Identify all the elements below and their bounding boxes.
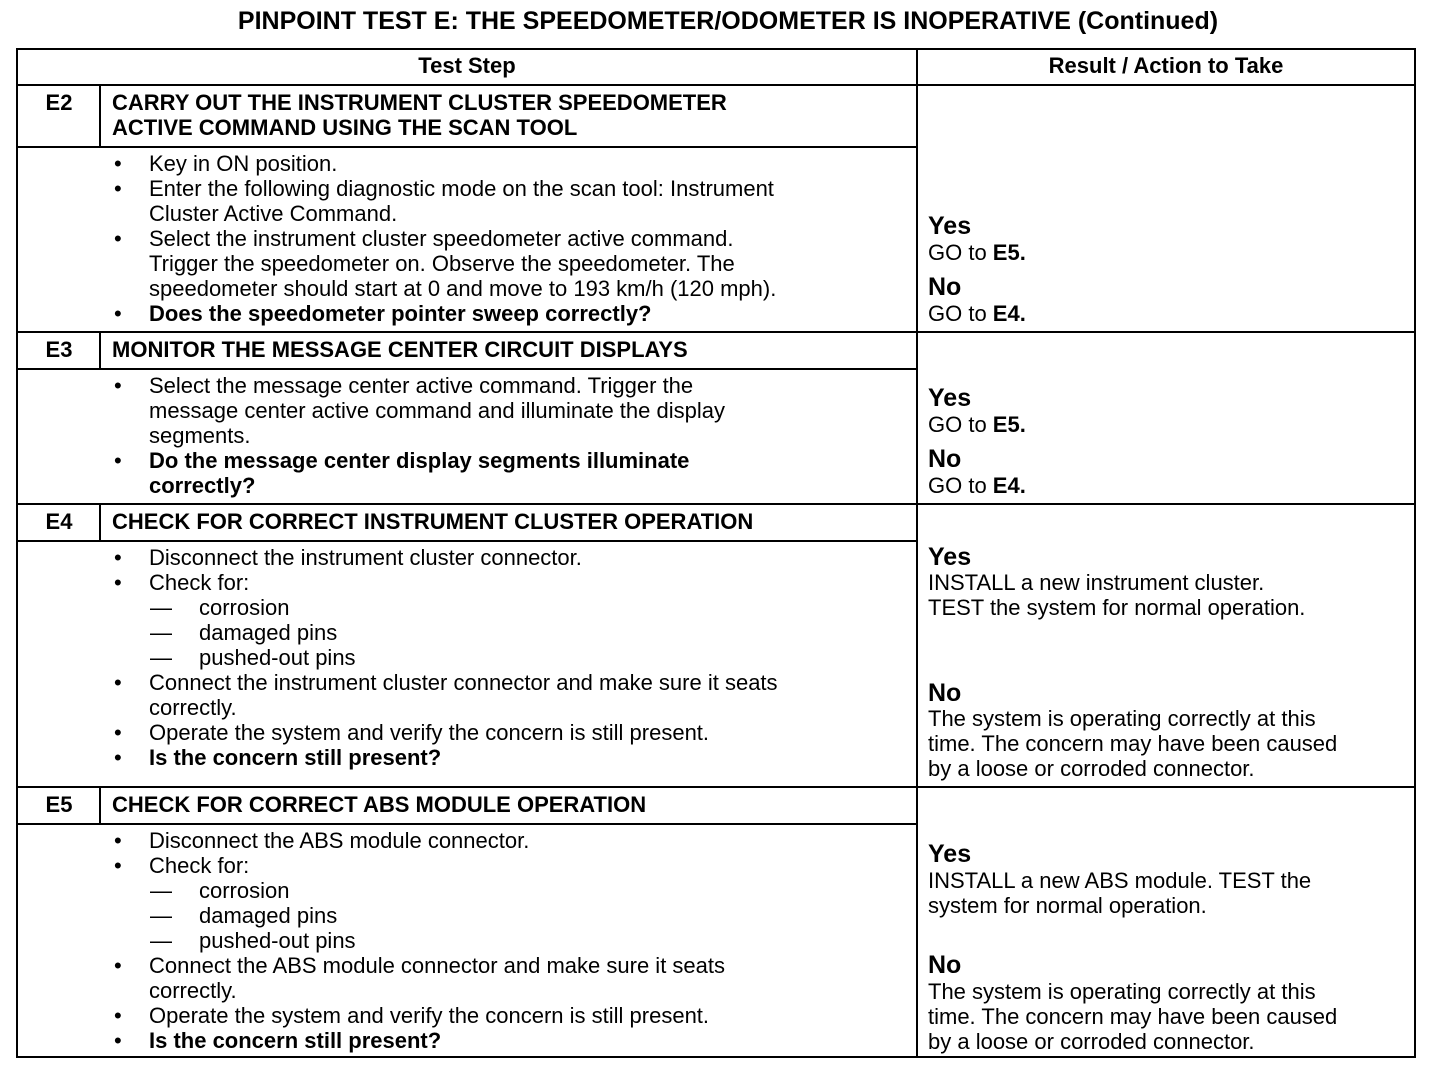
step-title: CHECK FOR CORRECT ABS MODULE OPERATION [112, 792, 647, 817]
step-title: CHECK FOR CORRECT INSTRUMENT CLUSTER OPERATION [112, 509, 754, 534]
no-action: The system is operating correctly at this [928, 979, 1316, 1004]
instruction-line: Operate the system and verify the concern is still present. [149, 720, 710, 745]
checklist-item: corrosion [199, 595, 290, 620]
instruction-line: correctly. [149, 695, 237, 720]
instruction-line: Select the message center active command. Trigger the [149, 373, 694, 398]
instruction-line: message center active command and illuminate the display [149, 398, 725, 423]
no-action: time. The concern may have been caused [928, 1004, 1338, 1029]
instruction-line: Select the instrument cluster speedometer active command. [149, 226, 734, 251]
dash-icon: — [150, 878, 172, 903]
bullet-icon: • [114, 828, 122, 853]
instruction-line: segments. [149, 423, 251, 448]
instruction-line: Disconnect the instrument cluster connector. [149, 545, 582, 570]
bullet-icon: • [114, 226, 122, 251]
instruction-line: Disconnect the ABS module connector. [149, 828, 530, 853]
no-action: by a loose or corroded connector. [928, 756, 1255, 781]
yes-action: system for normal operation. [928, 893, 1207, 918]
no-label: No [928, 445, 962, 473]
checklist-item: pushed-out pins [199, 645, 356, 670]
bullet-icon: • [114, 720, 122, 745]
dash-icon: — [150, 620, 172, 645]
step-id: E5 [45, 792, 73, 817]
question-line: correctly? [149, 473, 256, 498]
step-title: CARRY OUT THE INSTRUMENT CLUSTER SPEEDOMETER ACTIVE COMMAND USING THE SCAN TOOL [112, 90, 727, 140]
bullet-icon: • [114, 176, 122, 201]
bullet-icon: • [114, 151, 122, 176]
instruction-line: Connect the ABS module connector and make sure it seats [149, 953, 725, 978]
bullet-icon: • [114, 1003, 122, 1028]
dash-icon: — [150, 928, 172, 953]
question-line: Does the speedometer pointer sweep correctly? [149, 301, 652, 326]
column-divider [916, 48, 918, 1058]
instruction-line: Connect the instrument cluster connector and make sure it seats [149, 670, 778, 695]
checklist-item: pushed-out pins [199, 928, 356, 953]
bullet-icon: • [114, 853, 122, 878]
step-title: MONITOR THE MESSAGE CENTER CIRCUIT DISPLAYS [112, 337, 688, 362]
bullet-icon: • [114, 570, 122, 595]
yes-label: Yes [928, 212, 972, 240]
no-action: by a loose or corroded connector. [928, 1029, 1255, 1054]
no-action: The system is operating correctly at this [928, 706, 1316, 731]
no-action: GO to E4. [928, 301, 1026, 326]
instruction-line: Key in ON position. [149, 151, 338, 176]
no-label: No [928, 679, 962, 707]
bullet-icon: • [114, 301, 122, 326]
step-title-divider [16, 540, 918, 542]
bullet-icon: • [114, 448, 122, 473]
bullet-icon: • [114, 1028, 122, 1053]
no-label: No [928, 273, 962, 301]
bullet-icon: • [114, 545, 122, 570]
checklist-item: corrosion [199, 878, 290, 903]
yes-action: GO to E5. [928, 412, 1026, 437]
dash-icon: — [150, 645, 172, 670]
bullet-icon: • [114, 373, 122, 398]
yes-label: Yes [928, 384, 972, 412]
no-action: time. The concern may have been caused [928, 731, 1338, 756]
result-header: Result / Action to Take [1048, 53, 1284, 78]
instruction-line: Check for: [149, 570, 250, 595]
step-divider [16, 786, 1416, 788]
test-step-header: Test Step [418, 53, 516, 78]
step-title-divider [16, 823, 918, 825]
bullet-icon: • [114, 670, 122, 695]
instruction-line: speedometer should start at 0 and move to 193 km/h (120 mph). [149, 276, 777, 301]
instruction-line: correctly. [149, 978, 237, 1003]
step-divider [16, 331, 1416, 333]
header-divider [16, 84, 1416, 86]
yes-action: TEST the system for normal operation. [928, 595, 1306, 620]
dash-icon: — [150, 595, 172, 620]
checklist-item: damaged pins [199, 620, 338, 645]
step-title-divider [16, 146, 918, 148]
instruction-line: Enter the following diagnostic mode on the scan tool: Instrument [149, 176, 774, 201]
step-id: E3 [45, 337, 73, 362]
step-divider [16, 503, 1416, 505]
question-line: Is the concern still present? [149, 745, 442, 770]
dash-icon: — [150, 903, 172, 928]
question-line: Is the concern still present? [149, 1028, 442, 1053]
step-id: E2 [45, 90, 73, 115]
no-label: No [928, 951, 962, 979]
yes-action: INSTALL a new instrument cluster. [928, 570, 1265, 595]
question-line: Do the message center display segments illuminate [149, 448, 690, 473]
instruction-line: Operate the system and verify the concern is still present. [149, 1003, 710, 1028]
instruction-line: Trigger the speedometer on. Observe the speedometer. The [149, 251, 735, 276]
page-title: PINPOINT TEST E: THE SPEEDOMETER/ODOMETER IS INOPERATIVE (Continued) [237, 7, 1219, 35]
yes-label: Yes [928, 840, 972, 868]
step-id: E4 [45, 509, 73, 534]
instruction-line: Check for: [149, 853, 250, 878]
bullet-icon: • [114, 745, 122, 770]
bullet-icon: • [114, 953, 122, 978]
checklist-item: damaged pins [199, 903, 338, 928]
no-action: GO to E4. [928, 473, 1026, 498]
step-title-divider [16, 368, 918, 370]
yes-label: Yes [928, 543, 972, 571]
instruction-line: Cluster Active Command. [149, 201, 398, 226]
yes-action: INSTALL a new ABS module. TEST the [928, 868, 1312, 893]
yes-action: GO to E5. [928, 240, 1026, 265]
